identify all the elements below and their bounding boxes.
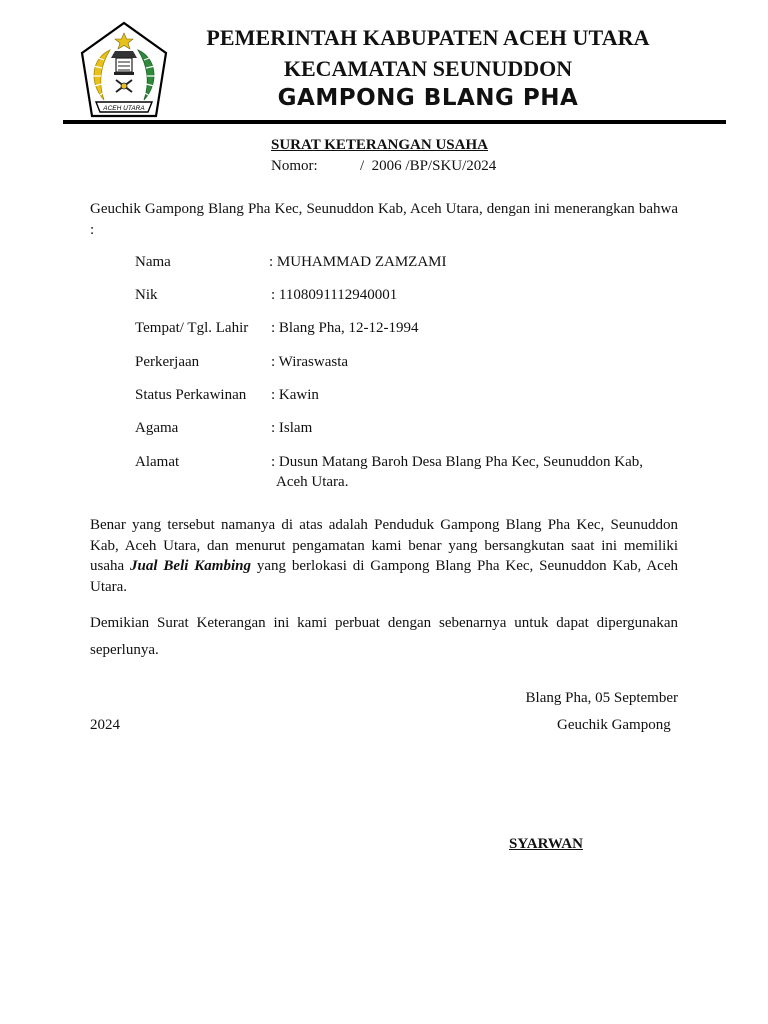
- signer-name: SYARWAN: [509, 836, 583, 852]
- business-name: Jual Beli Kambing: [130, 558, 251, 574]
- identity-label-address: Alamat: [135, 454, 180, 470]
- document-number-label: Nomor:: [271, 158, 318, 174]
- document-number-value: / 2006 /BP/SKU/2024: [360, 158, 497, 174]
- intro-paragraph: Geuchik Gampong Blang Pha Kec, Seunuddon Kab, Aceh Utara, dengan ini menerangkan bahwa :: [90, 201, 678, 238]
- regency-logo: [78, 20, 170, 122]
- letterhead-district: KECAMATAN SEUNUDDON: [283, 56, 573, 81]
- identity-label-nik: Nik: [135, 287, 158, 303]
- signature-year: 2024: [90, 717, 120, 733]
- aceh-utara-emblem-icon: [78, 20, 170, 122]
- document-title: SURAT KETERANGAN USAHA: [271, 137, 488, 153]
- identity-label-marital-status: Status Perkawinan: [135, 387, 247, 403]
- signer-title: Geuchik Gampong: [557, 717, 671, 733]
- letterhead-divider: [63, 120, 726, 124]
- statement-paragraph: [90, 515, 678, 597]
- identity-label-birth: Tempat/ Tgl. Lahir: [135, 320, 249, 336]
- letterhead-government: PEMERINTAH KABUPATEN ACEH UTARA: [206, 25, 650, 50]
- statement-text-after: yang berlokasi di Gampong Blang Pha Kec, Seunuddon Kab, Aceh Utara.: [90, 558, 678, 595]
- closing-paragraph: Demikian Surat Keterangan ini kami perbuat dengan sebenarnya untuk dapat dipergunakan seperlunya.: [90, 615, 678, 658]
- identity-label-religion: Agama: [135, 420, 179, 436]
- identity-value-nik: : 1108091112940001: [271, 287, 398, 303]
- identity-label-occupation: Perkerjaan: [135, 354, 200, 370]
- identity-value-address: : Dusun Matang Baroh Desa Blang Pha Kec, Seunuddon Kab,: [271, 454, 644, 470]
- identity-value-address-cont: Aceh Utara.: [276, 474, 349, 490]
- identity-label-name: Nama: [135, 254, 171, 270]
- identity-value-occupation: : Wiraswasta: [271, 354, 349, 370]
- letterhead-village: GAMPONG BLANG PHA: [277, 85, 579, 111]
- identity-value-marital-status: : Kawin: [271, 387, 319, 403]
- statement-text-before: Benar yang tersebut namanya di atas adalah Penduduk Gampong Blang Pha Kec, Seunuddon Kab, Aceh Utara, dan menurut pengamatan kami benar yang bersangkutan saat ini memiliki usaha: [90, 517, 678, 574]
- logo-ribbon-text: ACEH UTARA: [103, 105, 145, 112]
- signature-place-date: Blang Pha, 05 September: [525, 690, 678, 706]
- identity-value-name: : MUHAMMAD ZAMZAMI: [269, 254, 447, 270]
- identity-value-birth: : Blang Pha, 12-12-1994: [271, 320, 419, 336]
- identity-value-religion: : Islam: [271, 420, 313, 436]
